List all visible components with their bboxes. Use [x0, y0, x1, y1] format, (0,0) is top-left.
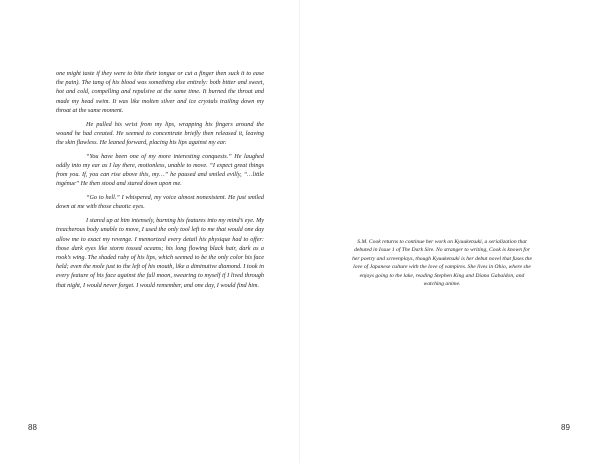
paragraph: “You have been one of my more interesting conquests.” He laughed oddly into my ear as I lay there, motionless, unable to move. “I expect great things from you. If, you can rise above this, my…” he paused and smiled evilly, “…little ingénue” He then stood and stared down upon me.: [56, 152, 264, 188]
paragraph: one might taste if they were to bite their tongue or cut a finger then suck it to ease the pain). The tang of his blood was something else entirely: both bitter and sweet, hot and cold, compelling and repulsive at the same time. It burned the throat and made my head swim. It was like molten silver and ice crystals trailing down my throat at the same moment.: [56, 70, 264, 114]
page-number-right: 89: [561, 423, 570, 432]
paragraph: “Go to hell.” I whispered, my voice almost nonexistent. He just smiled down at me with those chaotic eyes.: [56, 194, 264, 211]
paragraph: I stared up at him intensely, burning his features into my mind’s eye. My treacherous body unable to move, I used the only tool left to me that would one day allow me to exact my revenge. I memorized every detail his physique had to offer: those dark eyes like storm tossed oceans; his long flowing black hair, dark as a rook’s wing. The shaded ruby of his lips, which seemed to be the only color his face held; even the mole just to the left of his mouth, like a diminutive diamond. I took in every feature of his face against the full moon, swearing to myself if I lived through that night, I would never forget. I would remember, and one day, I would find him.: [56, 217, 264, 289]
page-number-left: 88: [28, 423, 37, 432]
author-bio: S.M. Cook returns to continue her work on Kyuuketsuki, a serialization that debuted in Issue 1 of The Dark Sire. No stranger to writing, Cook is known for her poetry and screenplays, though Kyuuketsuki is her debut novel that fuses the love of Japanese culture with the love of vampires. She lives in Ohio, where she enjoys going to the lake, reading Stephen King and Diana Gabaldon, and watching anime.: [352, 239, 532, 288]
paragraph: He pulled his wrist from my lips, wrapping his fingers around the wound he had created. He seemed to concentrate briefly then released it, leaving the skin flawless. He leaned forward, placing his lips against my ear.: [56, 120, 264, 147]
story-text: [56, 69, 264, 294]
right-page: [300, 0, 600, 463]
